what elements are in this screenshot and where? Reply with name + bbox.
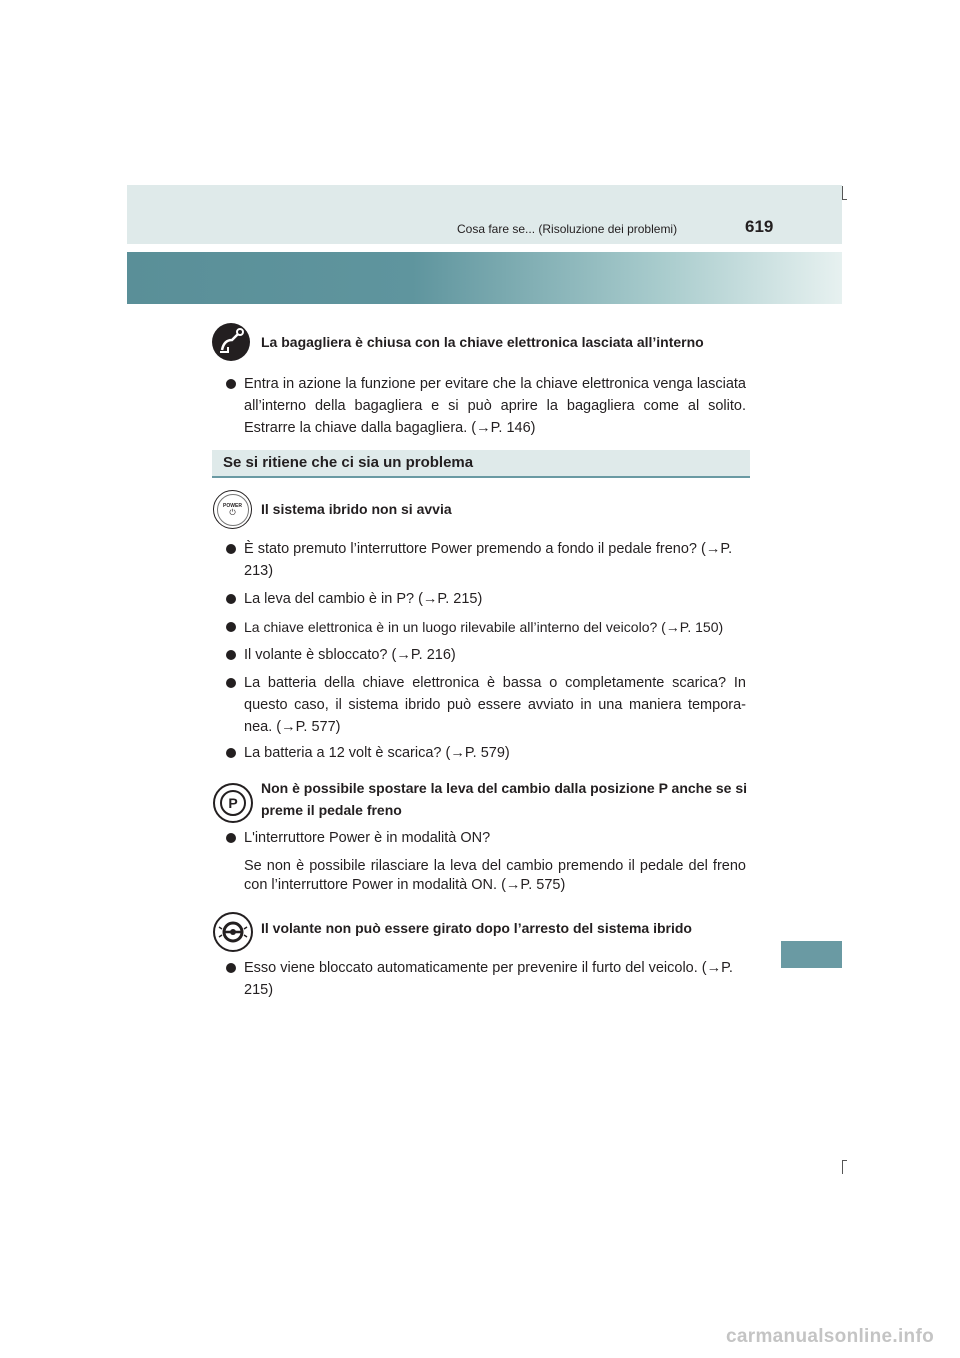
trunk-heading: La bagagliera è chiusa con la chiave elettronica lasciata all’interno bbox=[261, 334, 704, 350]
list-item bbox=[226, 742, 746, 764]
section-heading bbox=[212, 450, 750, 478]
list-item bbox=[226, 827, 746, 849]
bullet-icon bbox=[226, 748, 236, 758]
page-number: 619 bbox=[745, 217, 774, 236]
steering-lock-icon bbox=[213, 912, 253, 952]
crop-mark bbox=[842, 199, 847, 200]
crop-mark bbox=[842, 1160, 847, 1161]
section-title-header: Cosa fare se... (Risoluzione dei problemi) bbox=[457, 222, 678, 236]
bullet-icon bbox=[226, 379, 236, 389]
list-item-text: La chiave elettronica è in un luogo rilevabile all’interno del veicolo? (→P. 150) bbox=[244, 619, 724, 635]
bullet-icon bbox=[226, 544, 236, 554]
list-item-text: È stato premuto l’interruttore Power premendo a fondo il pedale freno? (→P. 213) bbox=[244, 541, 733, 579]
key-warning-icon bbox=[212, 323, 250, 361]
watermark: carmanualsonline.info bbox=[726, 1326, 934, 1347]
list-item-text: Esso viene bloccato automaticamente per prevenire il furto del veicolo. (→P. 215) bbox=[244, 960, 733, 998]
steering-heading: Il volante non può essere girato dopo l’arresto del sistema ibrido bbox=[261, 920, 692, 936]
shift-lever-heading: Non è possibile spostare la leva del cambio dalla posizione P anche se si preme il pedale freno bbox=[261, 780, 748, 818]
bullet-icon bbox=[226, 622, 236, 632]
power-button-icon: POWER ⏻ bbox=[213, 490, 252, 529]
bullet-icon bbox=[226, 963, 236, 973]
list-item bbox=[226, 672, 746, 738]
shift-lever-note: Se non è possibile rilasciare la leva del cambio premendo il pedale del freno con l’interruttore Power in modalità ON. (→P. 575) bbox=[244, 858, 746, 893]
list-item bbox=[226, 957, 746, 1001]
list-item-text: La leva del cambio è in P? (→P. 215) bbox=[244, 591, 483, 607]
crop-mark bbox=[842, 1160, 843, 1174]
list-item-text: L'interruttore Power è in modalità ON? bbox=[244, 830, 491, 846]
bullet-icon bbox=[226, 594, 236, 604]
bullet-icon bbox=[226, 833, 236, 843]
list-item bbox=[226, 616, 746, 638]
hybrid-start-heading: Il sistema ibrido non si avvia bbox=[261, 501, 452, 517]
list-item-text: Entra in azione la funzione per evitare che la chiave elettronica venga lasciata all’interno della bagagliera e si può aprire la bagagliera come al solito. Estrarre la chiave dalla bagagliera. (→P. 146) bbox=[244, 376, 746, 436]
list-item bbox=[226, 644, 746, 666]
list-item-text: La batteria a 12 volt è scarica? (→P. 579) bbox=[244, 745, 510, 761]
bullet-icon bbox=[226, 678, 236, 688]
section-heading-text: Se si ritiene che ci sia un problema bbox=[223, 454, 474, 471]
list-item bbox=[226, 373, 746, 439]
list-item bbox=[226, 588, 746, 610]
list-item bbox=[226, 538, 746, 582]
list-item-text: Il volante è sbloccato? (→P. 216) bbox=[244, 647, 456, 663]
bullet-icon bbox=[226, 650, 236, 660]
list-item-text: La batteria della chiave elettronica è bassa o completamente scarica? In questo caso, il sistema ibrido può essere avviato in una maniera tempora-nea. (→P. 577) bbox=[244, 675, 746, 735]
chapter-side-tab bbox=[781, 941, 842, 968]
shift-p-warning-icon: P bbox=[213, 783, 253, 823]
chapter-banner bbox=[127, 252, 842, 304]
crop-mark bbox=[842, 186, 843, 200]
